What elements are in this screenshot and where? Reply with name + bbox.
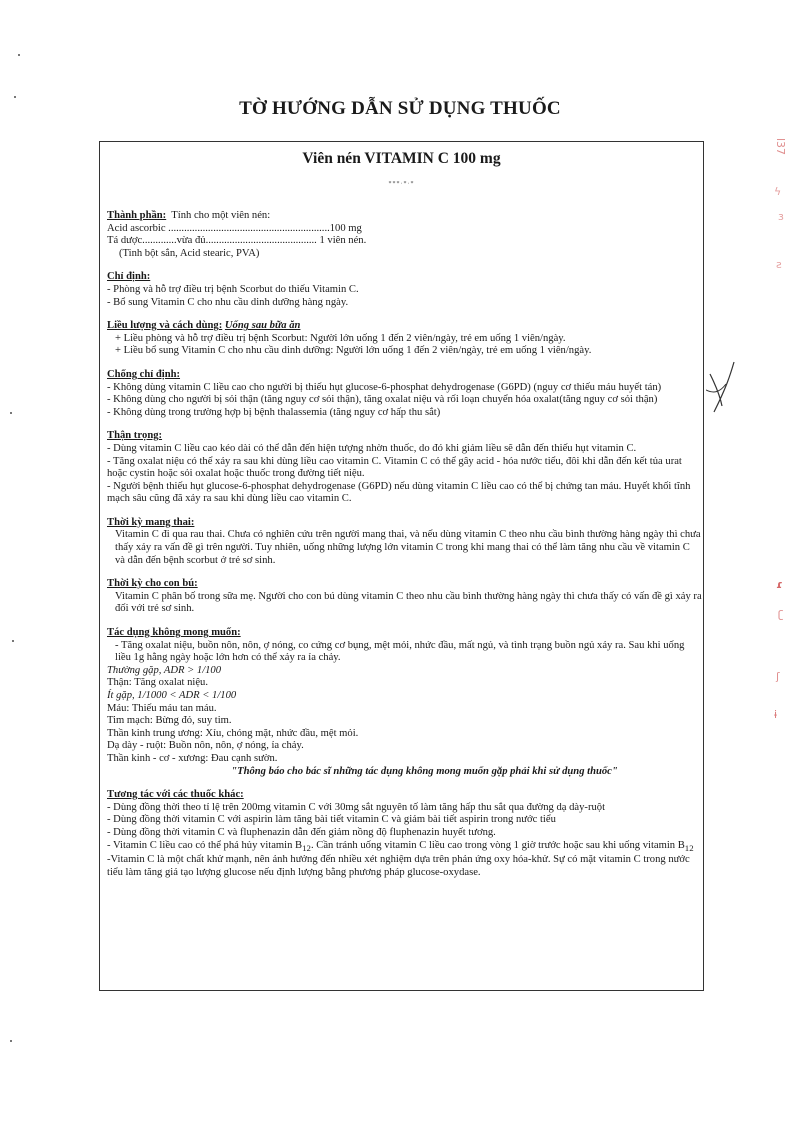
side-effects-item: Dạ dày - ruột: Buồn nôn, nôn, ợ nóng, ỉa chảy.	[107, 740, 304, 752]
side-effects-notice: "Thông báo cho bác sĩ những tác dụng không mong muốn gặp phải khi sử dụng thuốc"	[231, 765, 618, 777]
indications-line: - Bổ sung Vitamin C cho nhu cầu dinh dưỡng hàng ngày.	[107, 296, 349, 308]
margin-stamp-fragment: ƨ	[776, 258, 782, 271]
margin-stamp-fragment: ɾ	[776, 578, 783, 591]
handwritten-check-mark	[706, 356, 740, 416]
lactation-text: Vitamin C phân bố trong sữa mẹ. Người cho con bú dùng vitamin C theo nhu cầu bình thường hàng ngày thì chưa thấy có vấn đề gì xảy ra đối với trẻ sơ sinh.	[115, 590, 702, 615]
indications-line: - Phòng và hỗ trợ điều trị bệnh Scorbut do thiếu Vitamin C.	[107, 283, 359, 295]
precautions-title: Thận trọng:	[107, 430, 163, 442]
side-effects-uncommon-label: Ít gặp, 1/1000 < ADR < 1/100	[107, 690, 237, 701]
dosage-line: + Liều bổ sung Vitamin C cho nhu cầu dinh dưỡng: Người lớn uống 1 đến 2 viên/ngày, trẻ em uống 1 viên/ngày.	[115, 345, 592, 357]
precautions-line: - Dùng vitamin C liều cao kéo dài có thể dẫn đến hiện tượng nhờn thuốc, do đó khi giảm liều sẽ dẫn đến thiếu hụt vitamin C.	[107, 442, 637, 454]
interactions-line: - Dùng đồng thời theo tỉ lệ trên 200mg vitamin C với 30mg sắt nguyên tố làm tăng hấp thu sắt qua đường dạ dày-ruột	[107, 801, 606, 813]
lactation-title: Thời kỳ cho con bú:	[107, 578, 198, 590]
composition-line: (Tinh bột sắn, Acid stearic, PVA)	[119, 247, 260, 259]
document-heading: Viên nén VITAMIN C 100 mg	[302, 150, 501, 167]
interactions-b12-text-a: - Vitamin C liều cao có thể phá hủy vitamin B	[107, 839, 303, 851]
side-effects-common-label: Thường gặp, ADR > 1/100	[107, 664, 222, 676]
b12-subscript: 12	[302, 842, 311, 853]
margin-stamp-fragment: ʃ	[776, 670, 780, 683]
contraindications-line: - Không dùng trong trường hợp bị bệnh thalassemia (tăng nguy cơ hấp thu sắt)	[107, 406, 441, 418]
composition-subtitle: Tính cho một viên nén:	[171, 210, 271, 221]
dosage-title: Liều lượng và cách dùng:	[107, 320, 223, 332]
dosage-title-note: Uống sau bữa ăn	[224, 320, 301, 332]
section-pregnancy	[107, 517, 702, 567]
decorative-stars: ***·*·*	[388, 181, 415, 187]
side-effects-item: Thận: Tăng oxalat niệu.	[107, 677, 209, 689]
margin-stamp-fragment: ɨ	[774, 708, 778, 721]
composition-line: Acid ascorbic .............................................................100 mg	[107, 222, 362, 234]
side-effects-intro: - Tăng oxalat niệu, buồn nôn, nôn, ợ nóng, co cứng cơ bụng, mệt mỏi, nhức đầu, mất ngủ, và tình trạng buồn ngủ xảy ra. Sau khi uống liều 1g hằng ngày hoặc lớn hơn có thể xảy ra ỉa chảy.	[115, 639, 685, 664]
pregnancy-text: Vitamin C đi qua rau thai. Chưa có nghiên cứu trên người mang thai, và nếu dùng vitamin C theo nhu cầu bình thường hàng ngày thì chưa thấy xảy ra vấn đề gì trên người. Tuy nhiên, uống những lượng lớn vitamin C trong khi mang thai có thể làm tăng nhu cầu về vitamin C và dẫn đến bệnh scorbut ở trẻ sơ sinh.	[115, 529, 701, 566]
precautions-line: - Người bệnh thiếu hụt glucose-6-phosphat dehydrogenase (G6PD) nếu dùng vitamin C liều cao có thể bị chứng tan máu. Huyết khối tĩnh mạch sâu cũng đã xảy ra sau khi dùng liều cao vitamin C.	[107, 480, 691, 505]
dosage-line: + Liều phòng và hỗ trợ điều trị bệnh Scorbut: Người lớn uống 1 đến 2 viên/ngày, trẻ em uống 1 viên/ngày.	[115, 332, 566, 344]
section-precautions	[107, 430, 702, 506]
margin-stamp-fragment: ʗ	[778, 608, 784, 621]
section-indications	[107, 271, 702, 309]
margin-stamp-fragment: ϟ	[774, 185, 782, 198]
scan-dot	[18, 54, 20, 56]
section-lactation	[107, 578, 702, 616]
section-interactions	[107, 789, 702, 879]
contraindications-title: Chống chỉ định:	[107, 368, 181, 380]
indications-title: Chỉ định:	[107, 271, 151, 283]
contraindications-line: - Không dùng vitamin C liều cao cho người bị thiếu hụt glucose-6-phosphat dehydrogenase (G6PD) (nguy cơ thiếu máu huyết tán)	[107, 381, 662, 393]
section-dosage	[107, 320, 702, 358]
scan-dot	[12, 640, 14, 642]
margin-stamp-fragment: l37	[774, 137, 788, 156]
b12-subscript: 12	[684, 842, 694, 853]
page-title: TỜ HƯỚNG DẪN SỬ DỤNG THUỐC	[239, 98, 561, 119]
pregnancy-title: Thời kỳ mang thai:	[107, 516, 195, 528]
interactions-line: -Vitamin C là một chất khử mạnh, nên ảnh hưởng đến nhiều xét nghiệm dựa trên phản ứng oxy hóa-khử. Sự có mặt vitamin C trong nước tiểu làm tăng giả tạo lượng glucose nếu định lượng bằng phương pháp glucose-oxydase.	[107, 854, 690, 878]
scan-dot	[10, 1040, 12, 1042]
composition-title: Thành phần:	[107, 210, 167, 221]
scan-dot	[14, 96, 16, 98]
margin-stamp-fragment: ɜ	[778, 210, 784, 223]
side-effects-item: Thần kinh - cơ - xương: Đau cạnh sườn.	[107, 752, 278, 764]
interactions-title: Tương tác với các thuốc khác:	[107, 789, 244, 801]
interactions-line: - Dùng đồng thời vitamin C và fluphenazin dẫn đến giảm nồng độ fluphenazin huyết tương.	[107, 826, 496, 838]
side-effects-item: Tim mạch: Bừng đỏ, suy tim.	[107, 715, 232, 727]
precautions-line: - Tăng oxalat niệu có thể xảy ra sau khi dùng liều cao vitamin C. Vitamin C có thể gây acid - hóa nước tiểu, đôi khi dẫn đến kết tủa urat hoặc cystin hoặc sỏi oxalat hoặc thuốc trong đường tiết niệu.	[107, 455, 682, 480]
interactions-b12-text-b: . Cần tránh uống vitamin C liều cao trong vòng 1 giờ trước hoặc sau khi uống vitamin B	[310, 839, 685, 851]
section-composition	[107, 210, 702, 260]
side-effects-item: Thần kinh trung ương: Xỉu, chóng mặt, nhức đầu, mệt mỏi.	[107, 727, 359, 739]
document-content	[107, 210, 702, 890]
composition-line: Tá dược.............vừa đủ.......................................... 1 viên nén.	[107, 235, 367, 247]
scan-dot	[10, 412, 12, 414]
side-effects-title: Tác dụng không mong muốn:	[107, 627, 241, 639]
section-contraindications	[107, 369, 702, 419]
contraindications-line: - Không dùng cho người bị sỏi thận (tăng nguy cơ sỏi thận), tăng oxalat niệu và rối loạn chuyển hóa oxalat(tăng nguy cơ sỏi thận)	[107, 394, 658, 406]
section-side-effects	[107, 627, 702, 778]
interactions-b12-line	[107, 840, 702, 855]
interactions-line: - Dùng đồng thời vitamin C với aspirin làm tăng bài tiết vitamin C và giảm bài tiết aspirin trong nước tiểu	[107, 814, 556, 826]
side-effects-item: Máu: Thiếu máu tan máu.	[107, 702, 217, 714]
